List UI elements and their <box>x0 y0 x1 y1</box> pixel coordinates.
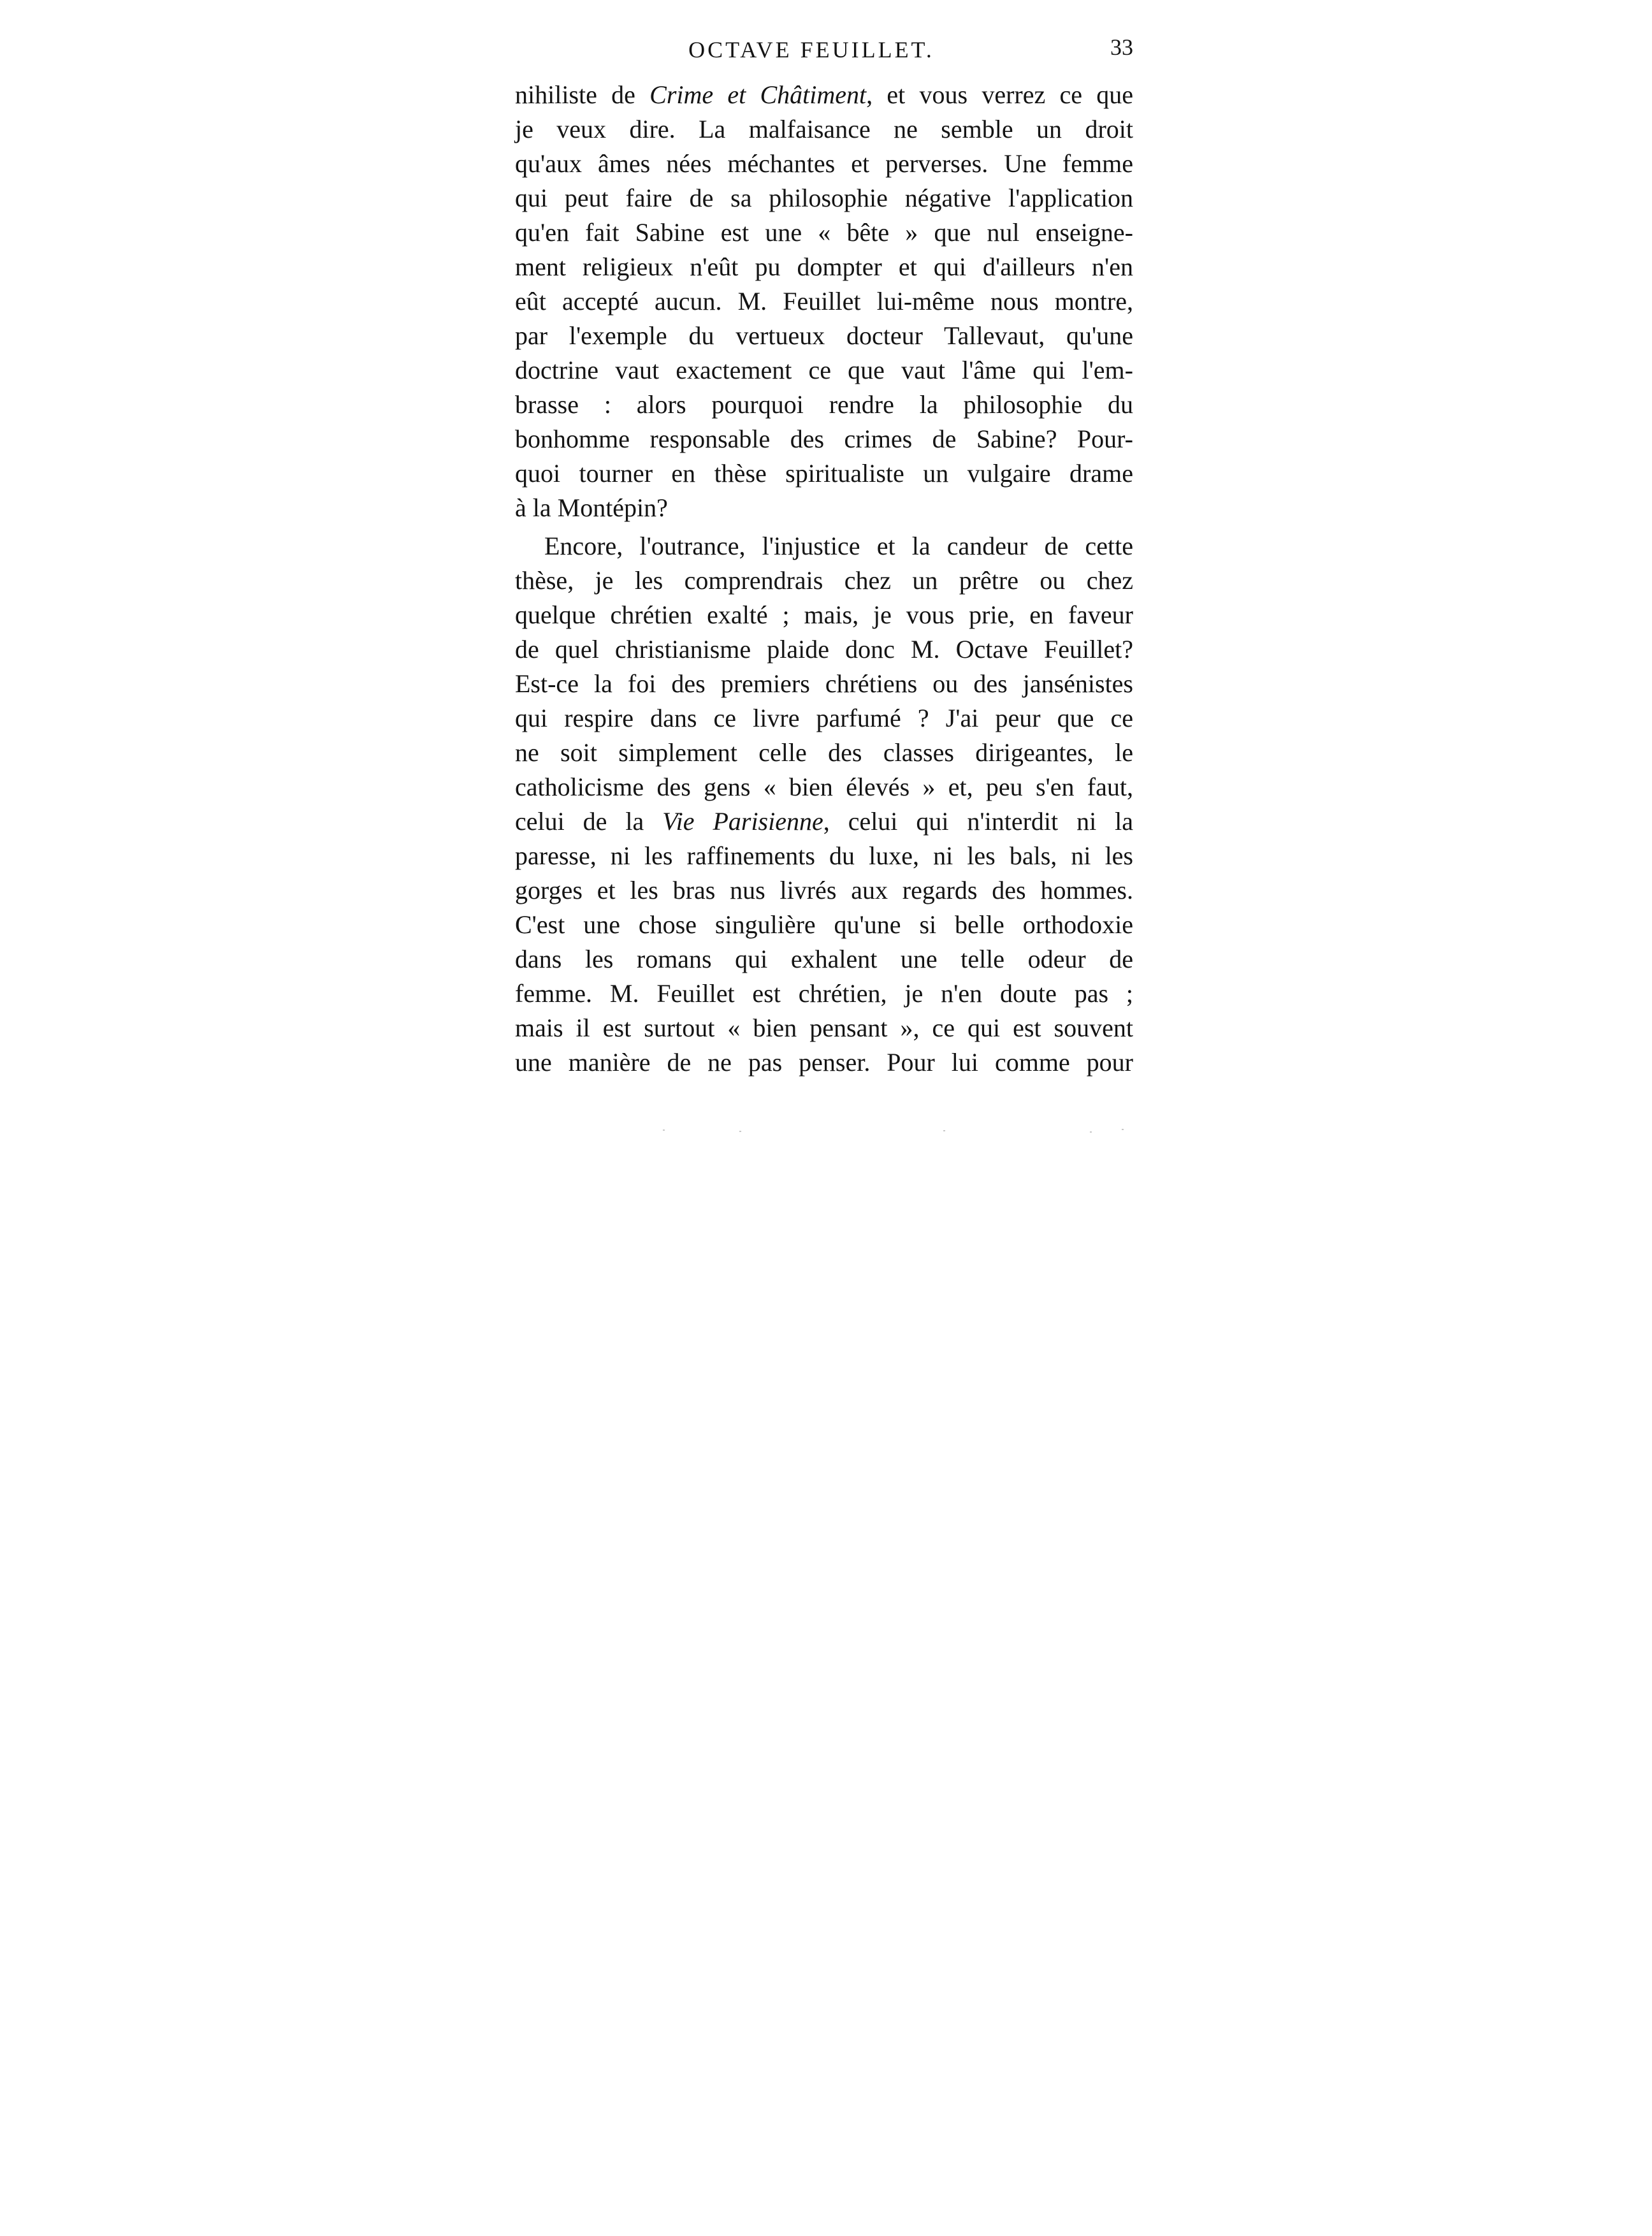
text-line: une manière de ne pas penser. Pour lui comme pour <box>515 1048 1133 1077</box>
scan-speck <box>1090 1131 1092 1133</box>
text-line: quoi tourner en thèse spiritualiste un vulgaire drame <box>515 459 1133 488</box>
text-line: qui respire dans ce livre parfumé ? J'ai peur que ce <box>515 704 1133 732</box>
text-line: de quel christianisme plaide donc M. Octave Feuillet? <box>515 635 1133 664</box>
text-line: je veux dire. La malfaisance ne semble un droit <box>515 115 1133 143</box>
scan-speck <box>663 1129 665 1131</box>
text-line: Encore, l'outrance, l'injustice et la candeur de cette <box>544 532 1133 560</box>
text-line: mais il est surtout « bien pensant », ce qui est souvent <box>515 1013 1133 1042</box>
text-line: doctrine vaut exactement ce que vaut l'âme qui l'em- <box>515 356 1133 384</box>
text-line: ment religieux n'eût pu dompter et qui d'ailleurs n'en <box>515 252 1133 281</box>
text-line: paresse, ni les raffinements du luxe, ni les bals, ni les <box>515 841 1133 870</box>
italic-title: Vie Parisienne <box>662 807 823 836</box>
text-line: qu'aux âmes nées méchantes et perverses. Une femme <box>515 149 1133 178</box>
scan-specks <box>637 1128 1147 1135</box>
text-line: quelque chrétien exalté ; mais, je vous prie, en faveur <box>515 600 1133 629</box>
scan-speck <box>739 1131 741 1132</box>
page-number: 33 <box>1110 34 1133 60</box>
paragraph-2 <box>515 529 1133 1080</box>
text-line: C'est une chose singulière qu'une si belle orthodoxie <box>515 910 1133 939</box>
text-line: bonhomme responsable des crimes de Sabine? Pour- <box>515 425 1133 453</box>
text-line: gorges et les bras nus livrés aux regards des hommes. <box>515 876 1133 904</box>
paragraph-1 <box>515 78 1133 525</box>
text-line: femme. M. Feuillet est chrétien, je n'en doute pas ; <box>515 979 1133 1008</box>
text-line: thèse, je les comprendrais chez un prêtre ou chez <box>515 566 1133 595</box>
text-line: catholicisme des gens « bien élevés » et, peu s'en faut, <box>515 773 1133 801</box>
text-line: qui peut faire de sa philosophie négative l'application <box>515 184 1133 212</box>
text-line: nihiliste de Crime et Châtiment, et vous verrez ce que <box>515 80 1134 109</box>
text-line: Est-ce la foi des premiers chrétiens ou des jansénistes <box>515 669 1133 698</box>
running-title: OCTAVE FEUILLET. <box>688 37 934 62</box>
italic-title: Crime et Châtiment <box>649 80 867 109</box>
body-text <box>515 78 1133 1080</box>
scan-speck <box>943 1130 945 1131</box>
text-line: ne soit simplement celle des classes dirigeantes, le <box>515 738 1133 767</box>
text-line: celui de la Vie Parisienne, celui qui n'interdit ni la <box>515 807 1133 836</box>
text-line: à la Montépin? <box>515 493 668 522</box>
text-line: brasse : alors pourquoi rendre la philosophie du <box>515 390 1133 419</box>
text-line: dans les romans qui exhalent une telle odeur de <box>515 945 1133 973</box>
scan-speck <box>1122 1129 1124 1130</box>
text-line: qu'en fait Sabine est une « bête » que nul enseigne- <box>515 218 1133 247</box>
text-line: par l'exemple du vertueux docteur Tallevaut, qu'une <box>515 321 1133 350</box>
running-head <box>515 31 1133 69</box>
text-line: eût accepté aucun. M. Feuillet lui-même nous montre, <box>515 287 1133 316</box>
